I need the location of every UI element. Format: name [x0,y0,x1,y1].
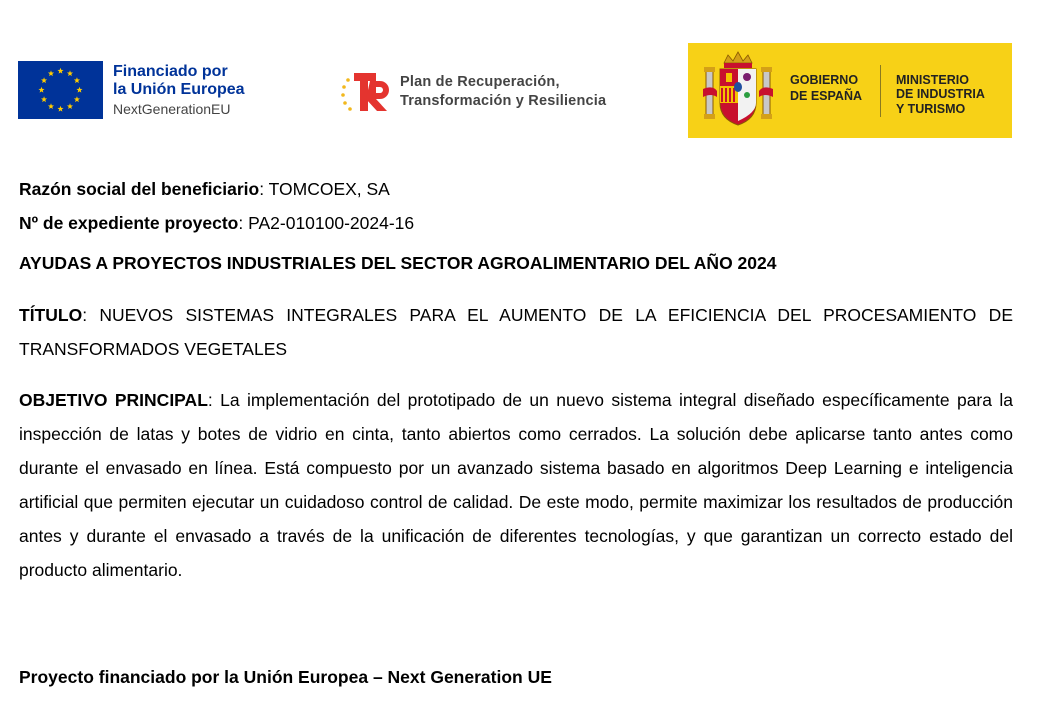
beneficiary-label: Razón social del beneficiario [19,179,260,199]
government-ministry-logo [688,43,1012,138]
objective-label: OBJETIVO PRINCIPAL [19,390,208,410]
logo-strip [0,0,1042,160]
recovery-plan-logo [340,66,606,118]
ministry-line3: Y TURISMO [896,101,966,116]
eu-star-icon [67,70,73,76]
eu-logo-line2: la Unión Europea [113,80,245,98]
file-number-line [19,206,1013,240]
coat-of-arms-icon [702,49,774,131]
eu-star-icon [57,106,63,112]
beneficiary-line [19,172,1013,206]
government-line2: DE ESPAÑA [790,88,863,103]
file-number-label: Nº de expediente proyecto [19,213,239,233]
funding-footer-note: Proyecto financiado por la Unión Europea – Next Generation UE [19,667,552,687]
eu-star-icon [67,103,73,109]
ministry-name [896,73,985,116]
recovery-plan-line1: Plan de Recuperación, [400,74,560,91]
recovery-plan-mark-icon [340,67,396,117]
ministry-line2: DE INDUSTRIA [896,87,985,102]
eu-star-icon [41,96,47,102]
beneficiary-value: : TOMCOEX, SA [259,179,390,199]
recovery-plan-text [400,73,606,111]
eu-star-icon [74,77,80,83]
eu-star-icon [76,87,82,93]
government-line1: GOBIERNO [790,73,859,87]
eu-star-icon [41,77,47,83]
main-objective [19,383,1013,587]
recovery-plan-line2: Transformación y Resiliencia [400,93,607,109]
ministry-line1: MINISTERIO [896,73,969,87]
eu-funding-logo [18,60,245,120]
eu-flag-icon [18,61,103,119]
project-title [19,298,1013,366]
program-heading: AYUDAS A PROYECTOS INDUSTRIALES DEL SECTOR AGROALIMENTARIO DEL AÑO 2024 [19,253,777,273]
document-body [19,172,1013,587]
eu-star-icon [38,87,44,93]
file-number-value: : PA2-010100-2024-16 [238,213,415,233]
eu-logo-line1: Financiado por [113,62,228,80]
eu-star-icon [48,70,54,76]
logo-divider [880,65,881,117]
eu-star-icon [48,103,54,109]
government-name [790,73,862,104]
eu-logo-text [113,63,245,118]
objective-value: : La implementación del prototipado de un nuevo sistema integral diseñado específicamente para la inspección de latas y botes de vidrio en cinta, tanto abiertos como cerrados. La solución debe aplicarse tanto antes como durante el envasado en línea. Está compuesto por un avanzado sistema basado en algoritmos Deep Learning e inteligencia artificial que permiten ejecutar un cuidadoso control de calidad. De este modo, permite maximizar los resultados de producción antes y durante el envasado a través de la unificación de diferentes tecnologías, y que garantizan un correcto estado del producto alimentario. [19,390,1013,580]
title-value: : NUEVOS SISTEMAS INTEGRALES PARA EL AUMENTO DE LA EFICIENCIA DEL PROCESAMIENTO DE TRANSFORMADOS VEGETALES [19,305,1013,359]
eu-star-icon [74,96,80,102]
eu-star-icon [57,68,63,74]
eu-logo-line3: NextGenerationEU [113,101,231,118]
title-label: TÍTULO [19,305,83,325]
